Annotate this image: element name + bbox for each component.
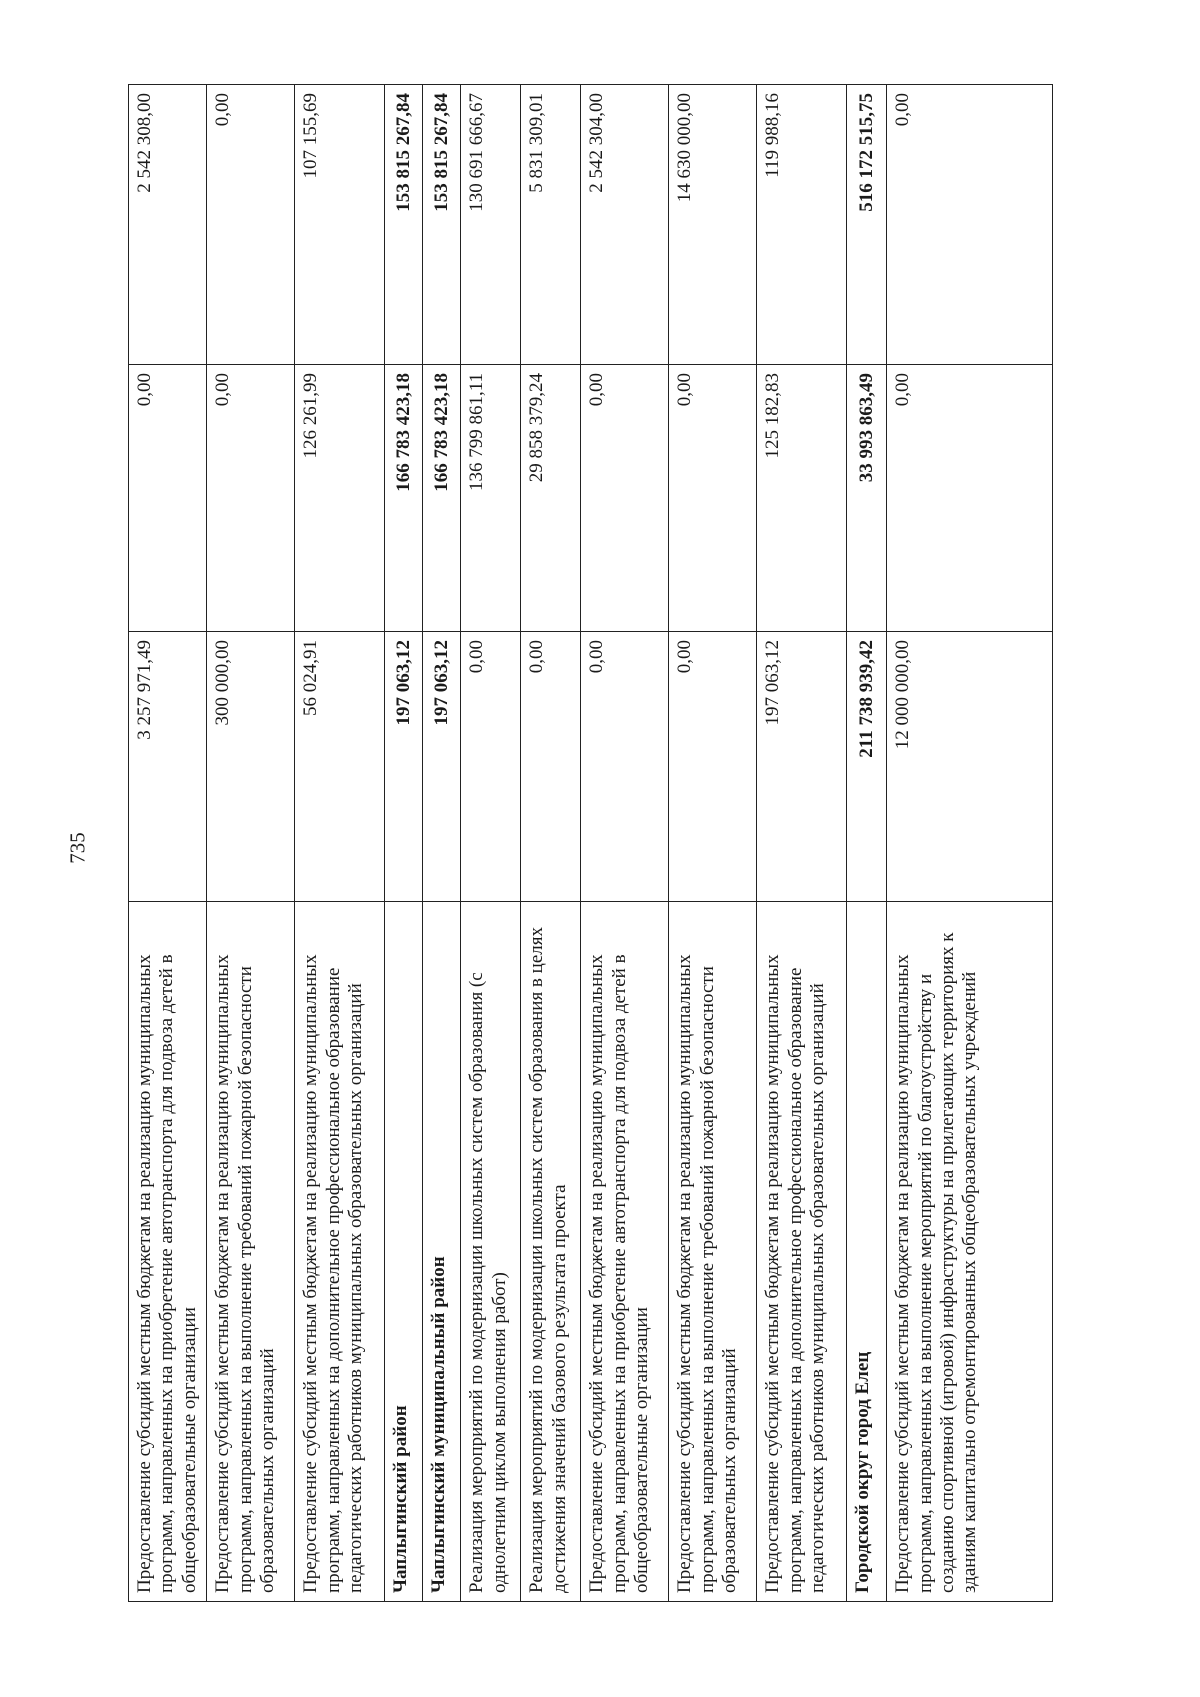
row-value-3: 0,00: [887, 85, 1053, 365]
row-description: Предоставление субсидий местным бюджетам на реализацию муниципальных программ, направленных на выполнение мероприятий по благоустройству и созданию спортивной (игровой) инфраструктуры на прилегающих территориях к зданиям капитально отремонтированных общеобразовательных учреждений: [887, 902, 1053, 1602]
row-value-3: 107 155,69: [295, 85, 385, 365]
row-value-1: 0,00: [521, 632, 581, 902]
table-row: [295, 85, 385, 1602]
row-value-1: 0,00: [581, 632, 669, 902]
row-description: Чаплыгинский муниципальный район: [423, 902, 461, 1602]
row-value-3: 0,00: [207, 85, 295, 365]
row-value-2: 0,00: [207, 365, 295, 632]
row-value-3: 119 988,16: [757, 85, 847, 365]
row-value-2: 33 993 863,49: [847, 365, 887, 632]
row-description: Городской округ город Елец: [847, 902, 887, 1602]
row-description: Предоставление субсидий местным бюджетам на реализацию муниципальных программ, направленных на дополнительное профессиональное образование педагогических работников муниципальных образовательных организаций: [295, 902, 385, 1602]
table-row: [207, 85, 295, 1602]
table-row: [521, 85, 581, 1602]
row-value-2: 166 783 423,18: [423, 365, 461, 632]
row-description: Предоставление субсидий местным бюджетам на реализацию муниципальных программ, направленных на выполнение требований пожарной безопасности образовательных организаций: [669, 902, 757, 1602]
row-value-2: 29 858 379,24: [521, 365, 581, 632]
row-value-3: 153 815 267,84: [423, 85, 461, 365]
row-value-2: 0,00: [581, 365, 669, 632]
page-number: 735: [65, 832, 90, 864]
row-value-1: 12 000 000,00: [887, 632, 1053, 902]
row-value-2: 166 783 423,18: [385, 365, 423, 632]
row-value-1: 300 000,00: [207, 632, 295, 902]
table-row: [581, 85, 669, 1602]
row-value-2: 126 261,99: [295, 365, 385, 632]
row-value-3: 130 691 666,67: [461, 85, 521, 365]
row-description: Предоставление субсидий местным бюджетам на реализацию муниципальных программ, направленных на приобретение автотранспорта для подвоза детей в общеобразовательные организации: [129, 902, 207, 1602]
table-row: [669, 85, 757, 1602]
row-value-1: 197 063,12: [757, 632, 847, 902]
row-description: Чаплыгинский район: [385, 902, 423, 1602]
table-row: [129, 85, 207, 1602]
row-value-3: 153 815 267,84: [385, 85, 423, 365]
row-value-2: 125 182,83: [757, 365, 847, 632]
row-value-1: 3 257 971,49: [129, 632, 207, 902]
row-value-3: 14 630 000,00: [669, 85, 757, 365]
row-value-3: 2 542 304,00: [581, 85, 669, 365]
table-row: [461, 85, 521, 1602]
row-value-1: 0,00: [669, 632, 757, 902]
row-value-2: 0,00: [129, 365, 207, 632]
budget-table: [128, 84, 1053, 1602]
rotated-page-content: [128, 85, 1050, 1602]
row-value-2: 0,00: [669, 365, 757, 632]
row-value-1: 197 063,12: [423, 632, 461, 902]
row-value-2: 0,00: [887, 365, 1053, 632]
row-value-2: 136 799 861,11: [461, 365, 521, 632]
table-row: [887, 85, 1053, 1602]
row-description: Реализация мероприятий по модернизации школьных систем образования (с однолетним циклом выполнения работ): [461, 902, 521, 1602]
row-value-3: 5 831 309,01: [521, 85, 581, 365]
row-description: Предоставление субсидий местным бюджетам на реализацию муниципальных программ, направленных на выполнение требований пожарной безопасности образовательных организаций: [207, 902, 295, 1602]
table-row: [423, 85, 461, 1602]
row-value-1: 56 024,91: [295, 632, 385, 902]
row-value-3: 2 542 308,00: [129, 85, 207, 365]
row-value-3: 516 172 515,75: [847, 85, 887, 365]
table-row: [847, 85, 887, 1602]
row-description: Предоставление субсидий местным бюджетам на реализацию муниципальных программ, направленных на приобретение автотранспорта для подвоза детей в общеобразовательные организации: [581, 902, 669, 1602]
table-row: [385, 85, 423, 1602]
row-value-1: 0,00: [461, 632, 521, 902]
row-description: Реализация мероприятий по модернизации школьных систем образования в целях достижения значений базового результата проекта: [521, 902, 581, 1602]
row-value-1: 197 063,12: [385, 632, 423, 902]
row-value-1: 211 738 939,42: [847, 632, 887, 902]
row-description: Предоставление субсидий местным бюджетам на реализацию муниципальных программ, направленных на дополнительное профессиональное образование педагогических работников муниципальных образовательных организаций: [757, 902, 847, 1602]
table-row: [757, 85, 847, 1602]
